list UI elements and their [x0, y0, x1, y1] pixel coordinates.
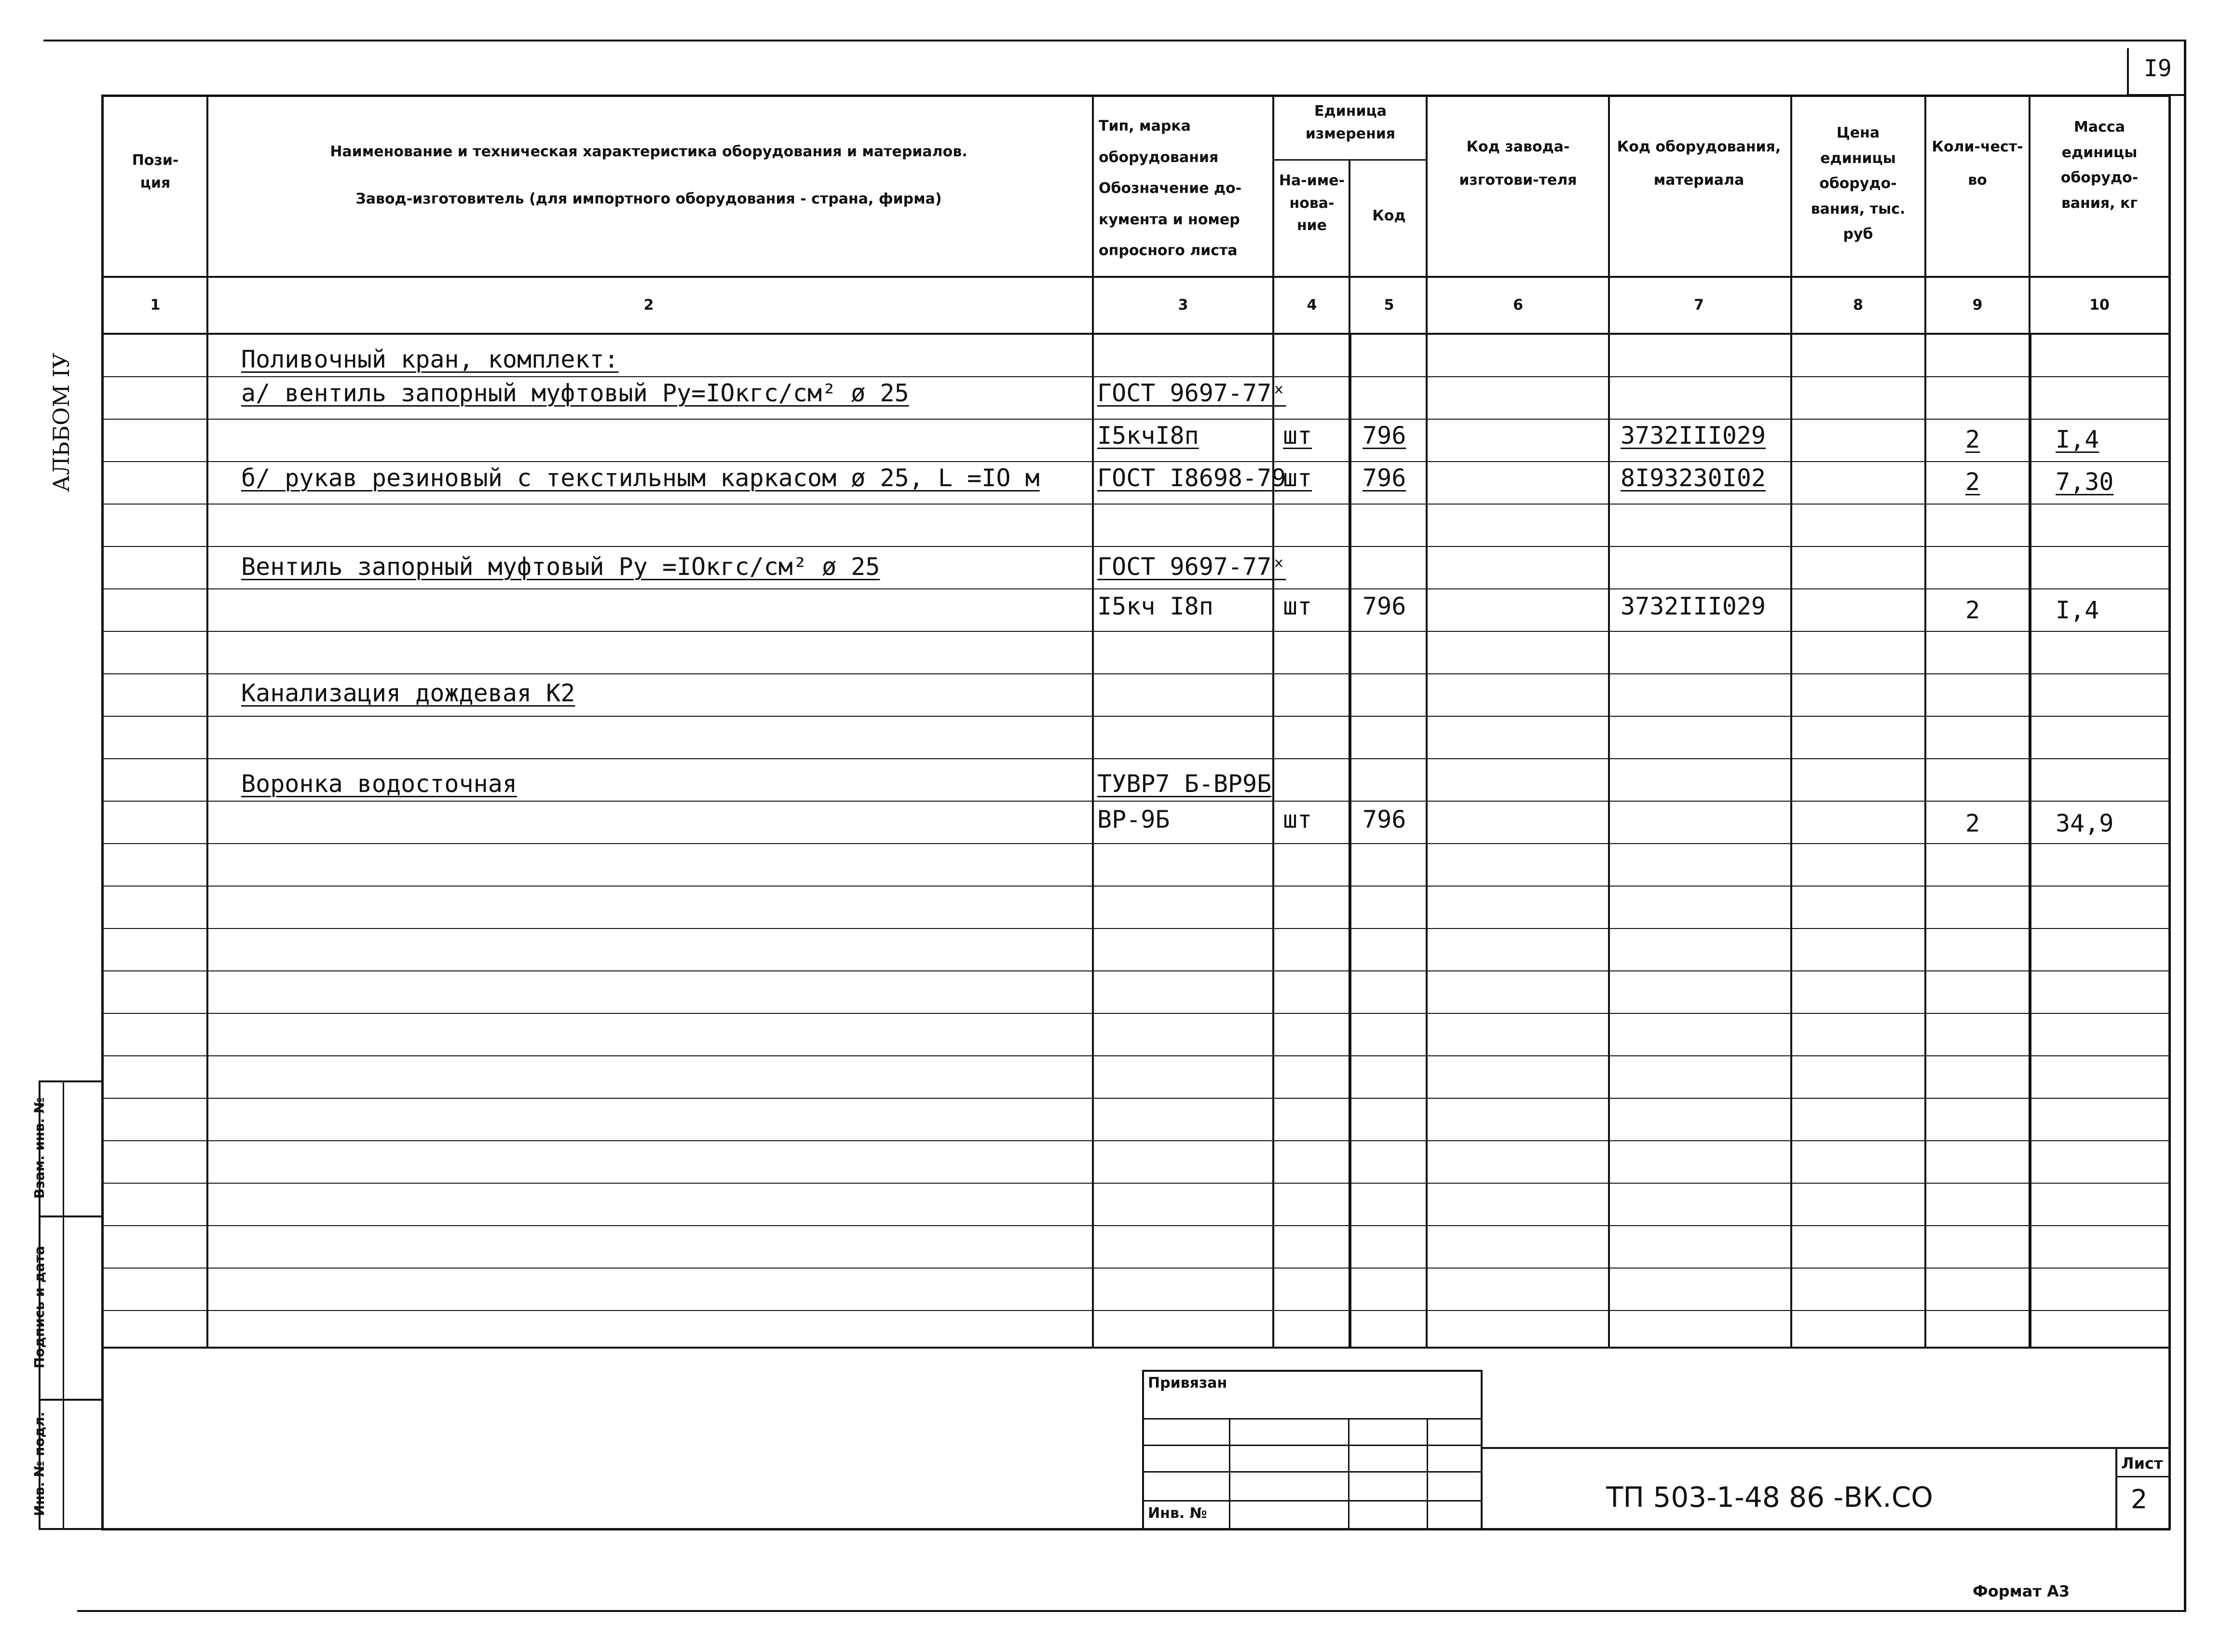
table-row-type: ГОСТ 9697-77ˣ [1097, 379, 1286, 407]
table-row-type: ГОСТ 9697-77ˣ [1097, 553, 1286, 581]
table-row-qty: 2 [1965, 468, 1980, 496]
table-row-mass: I,4 [2056, 596, 2099, 624]
table-row-name: Канализация дождевая К2 [241, 679, 575, 707]
table-row-type: ТУВР7 Б-ВР9Б [1097, 770, 1272, 798]
header-type: Тип, марка оборудования Обозначение до-кумента и номер опросного листа [1099, 118, 1242, 259]
header-unit-group: Единица измерения [1305, 103, 1396, 142]
col-number-7: 7 [1694, 297, 1704, 314]
table-left-border [101, 95, 104, 1529]
sheet-label: Лист [2121, 1454, 2163, 1473]
right-border-line [2184, 40, 2186, 1612]
stamp-privyazan: Привязан [1148, 1375, 1227, 1392]
header-mass: Масса единицы оборудо-вания, кг [2060, 119, 2139, 212]
table-row-unit: шт [1283, 464, 1312, 492]
col-number-8: 8 [1853, 297, 1863, 314]
col-number-2: 2 [643, 297, 654, 314]
table-row-code: 796 [1363, 806, 1406, 833]
bottom-border-line [77, 1610, 2186, 1612]
table-row-mass: 34,9 [2056, 809, 2114, 837]
header-equipment-code: Код оборудования, материала [1617, 138, 1781, 189]
table-row-unit: шт [1283, 806, 1312, 833]
col-number-3: 3 [1178, 297, 1188, 314]
table-row-type: I5кч I8п [1097, 592, 1213, 620]
header-quantity: Коли-чест-во [1932, 138, 2023, 189]
table-row-unit: шт [1283, 422, 1312, 450]
header-position: Пози- ция [132, 152, 179, 191]
header-unit-code: Код [1372, 207, 1406, 224]
document-code: ТП 503-1-48 86 -ВК.СО [1606, 1481, 1933, 1514]
top-border-line [43, 40, 2185, 41]
table-row-qty: 2 [1965, 425, 1980, 453]
sheet-number: 2 [2131, 1484, 2148, 1515]
table-row-qty: 2 [1965, 809, 1980, 837]
table-row-eq-code: 3732III029 [1621, 592, 1766, 620]
table-row-name: Вентиль запорный муфтовый Ру =IOкгс/см² ø 25 [241, 553, 880, 581]
side-stamp-inventory: Инв. № подл. [31, 1411, 47, 1516]
table-row-code: 796 [1363, 464, 1406, 492]
side-stamp-signature: Подпись и дата [31, 1245, 47, 1369]
header-price: Цена единицы оборудо-вания, тыс. руб [1811, 124, 1906, 243]
format-label: Формат А3 [1973, 1582, 2070, 1600]
table-row-type: ГОСТ I8698-79 [1097, 464, 1286, 492]
table-row-name: Воронка водосточная [241, 770, 517, 798]
page-number: I9 [2144, 55, 2172, 82]
table-row-name: Поливочный кран, комплект: [241, 345, 619, 373]
side-stamp-replacement: Взам. инв. № [31, 1097, 47, 1199]
table-row-type: ВР-9Б [1097, 806, 1170, 833]
col-number-1: 1 [150, 297, 161, 314]
col-number-5: 5 [1384, 297, 1394, 314]
table-row-unit: шт [1283, 592, 1312, 620]
col-number-6: 6 [1513, 297, 1523, 314]
table-row-eq-code: 3732III029 [1621, 422, 1766, 450]
header-name-line1: Наименование и техническая характеристика оборудования и материалов. [330, 143, 967, 160]
table-row-name: б/ рукав резиновый с текстильным каркасом ø 25, L =IO м [241, 464, 1040, 492]
header-name-line2: Завод-изготовитель (для импортного оборудования - страна, фирма) [355, 191, 942, 207]
table-row-mass: I,4 [2056, 425, 2099, 453]
table-row-qty: 2 [1965, 596, 1980, 624]
table-row-name: а/ вентиль запорный муфтовый Ру=IOкгс/см² ø 25 [241, 379, 909, 407]
album-label: АЛЬБОМ IУ [48, 353, 74, 492]
col-number-9: 9 [1972, 297, 1983, 314]
col-number-10: 10 [2089, 297, 2110, 314]
stamp-inv-no: Инв. № [1148, 1505, 1207, 1522]
table-row-type: I5кчI8п [1097, 422, 1199, 450]
col-number-4: 4 [1307, 297, 1317, 314]
table-row-mass: 7,30 [2056, 468, 2114, 496]
table-row-code: 796 [1363, 592, 1406, 620]
header-unit-name: На-име-нова-ние [1279, 172, 1345, 234]
header-factory-code: Код завода-изготови-теля [1459, 138, 1577, 189]
table-row-eq-code: 8I93230I02 [1621, 464, 1766, 492]
table-row-code: 796 [1363, 422, 1406, 450]
